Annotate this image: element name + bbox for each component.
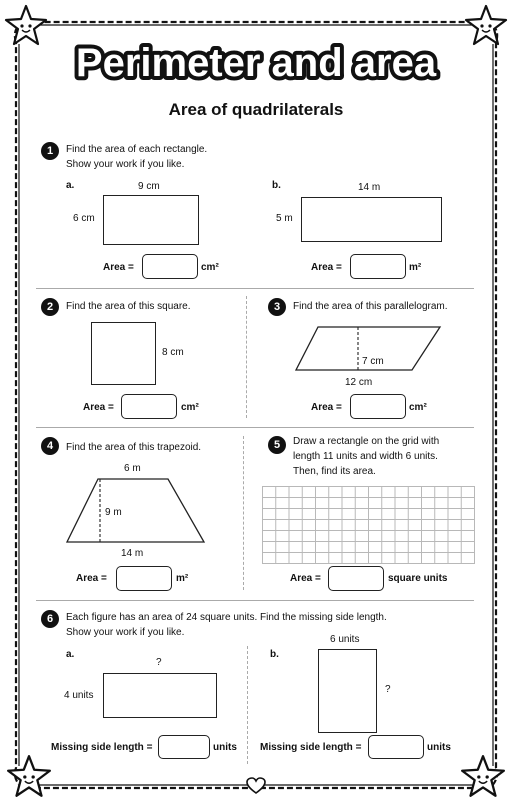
side-label: 4 units bbox=[64, 690, 94, 701]
width-label: 9 cm bbox=[138, 181, 160, 192]
square-figure bbox=[91, 322, 156, 385]
drawing-grid[interactable] bbox=[262, 486, 475, 564]
answer-unit: m² bbox=[176, 573, 189, 584]
answer-label: Missing side length = bbox=[51, 742, 153, 753]
answer-unit: cm² bbox=[201, 262, 219, 273]
question-number: 5 bbox=[268, 436, 286, 454]
part-label: a. bbox=[66, 649, 75, 660]
answer-box[interactable] bbox=[368, 735, 424, 759]
answer-box[interactable] bbox=[142, 254, 198, 279]
answer-label: Missing side length = bbox=[260, 742, 362, 753]
question-number: 1 bbox=[41, 142, 59, 160]
trapezoid-figure bbox=[64, 477, 214, 545]
answer-box[interactable] bbox=[350, 254, 406, 279]
part-label: b. bbox=[270, 649, 279, 660]
column-divider bbox=[243, 436, 244, 590]
question-number: 2 bbox=[41, 298, 59, 316]
side-label: 8 cm bbox=[162, 347, 184, 358]
question-text: Each figure has an area of 24 square units. Find the missing side length. bbox=[66, 612, 387, 623]
question-number: 4 bbox=[41, 437, 59, 455]
answer-label: Area = bbox=[76, 573, 107, 584]
star-icon bbox=[458, 752, 508, 802]
column-divider bbox=[247, 646, 248, 764]
svg-text:Perimeter and area: Perimeter and area bbox=[75, 41, 437, 85]
rectangle-figure bbox=[318, 649, 377, 733]
heart-icon bbox=[246, 777, 266, 795]
missing-side-label: ? bbox=[385, 684, 391, 695]
missing-side-label: ? bbox=[156, 657, 162, 668]
question-number: 3 bbox=[268, 298, 286, 316]
page-subtitle: Area of quadrilaterals bbox=[168, 100, 344, 119]
page-title bbox=[0, 30, 512, 94]
part-label: a. bbox=[66, 180, 75, 191]
part-label: b. bbox=[272, 180, 281, 191]
section-divider bbox=[36, 288, 474, 289]
question-text: Find the area of this trapezoid. bbox=[66, 442, 202, 453]
answer-label: Area = bbox=[311, 402, 342, 413]
question-number: 6 bbox=[41, 610, 59, 628]
top-label: 6 units bbox=[330, 634, 360, 645]
question-text: Show your work if you like. bbox=[66, 159, 185, 170]
question-text: Find the area of this parallelogram. bbox=[293, 301, 448, 312]
rectangle-figure bbox=[301, 197, 442, 242]
question-text: Find the area of this square. bbox=[66, 301, 191, 312]
base-label: 14 m bbox=[121, 548, 144, 559]
height-label: 5 m bbox=[276, 213, 293, 224]
section-divider bbox=[36, 427, 474, 428]
answer-label: Area = bbox=[83, 402, 114, 413]
answer-unit: cm² bbox=[409, 402, 427, 413]
answer-label: Area = bbox=[103, 262, 134, 273]
height-label: 6 cm bbox=[73, 213, 95, 224]
question-text: Find the area of each rectangle. bbox=[66, 144, 208, 155]
answer-unit: cm² bbox=[181, 402, 199, 413]
answer-box[interactable] bbox=[121, 394, 177, 419]
base-label: 12 cm bbox=[345, 377, 373, 388]
answer-box[interactable] bbox=[350, 394, 406, 419]
height-label: 7 cm bbox=[362, 356, 384, 367]
column-divider bbox=[246, 296, 247, 418]
answer-unit: units bbox=[427, 742, 451, 753]
width-label: 14 m bbox=[358, 182, 381, 193]
section-divider bbox=[36, 600, 474, 601]
rectangle-figure bbox=[103, 195, 199, 245]
answer-label: Area = bbox=[290, 573, 321, 584]
rectangle-figure bbox=[103, 673, 217, 718]
answer-box[interactable] bbox=[116, 566, 172, 591]
answer-label: Area = bbox=[311, 262, 342, 273]
answer-box[interactable] bbox=[158, 735, 210, 759]
question-text: length 11 units and width 6 units. bbox=[293, 451, 438, 462]
answer-unit: units bbox=[213, 742, 237, 753]
top-label: 6 m bbox=[124, 463, 141, 474]
question-text: Draw a rectangle on the grid with bbox=[293, 436, 440, 447]
height-label: 9 m bbox=[105, 507, 122, 518]
answer-unit: m² bbox=[409, 262, 422, 273]
answer-unit: square units bbox=[388, 573, 448, 584]
question-text: Show your work if you like. bbox=[66, 627, 185, 638]
answer-box[interactable] bbox=[328, 566, 384, 591]
question-text: Then, find its area. bbox=[293, 466, 376, 477]
star-icon bbox=[4, 752, 54, 802]
